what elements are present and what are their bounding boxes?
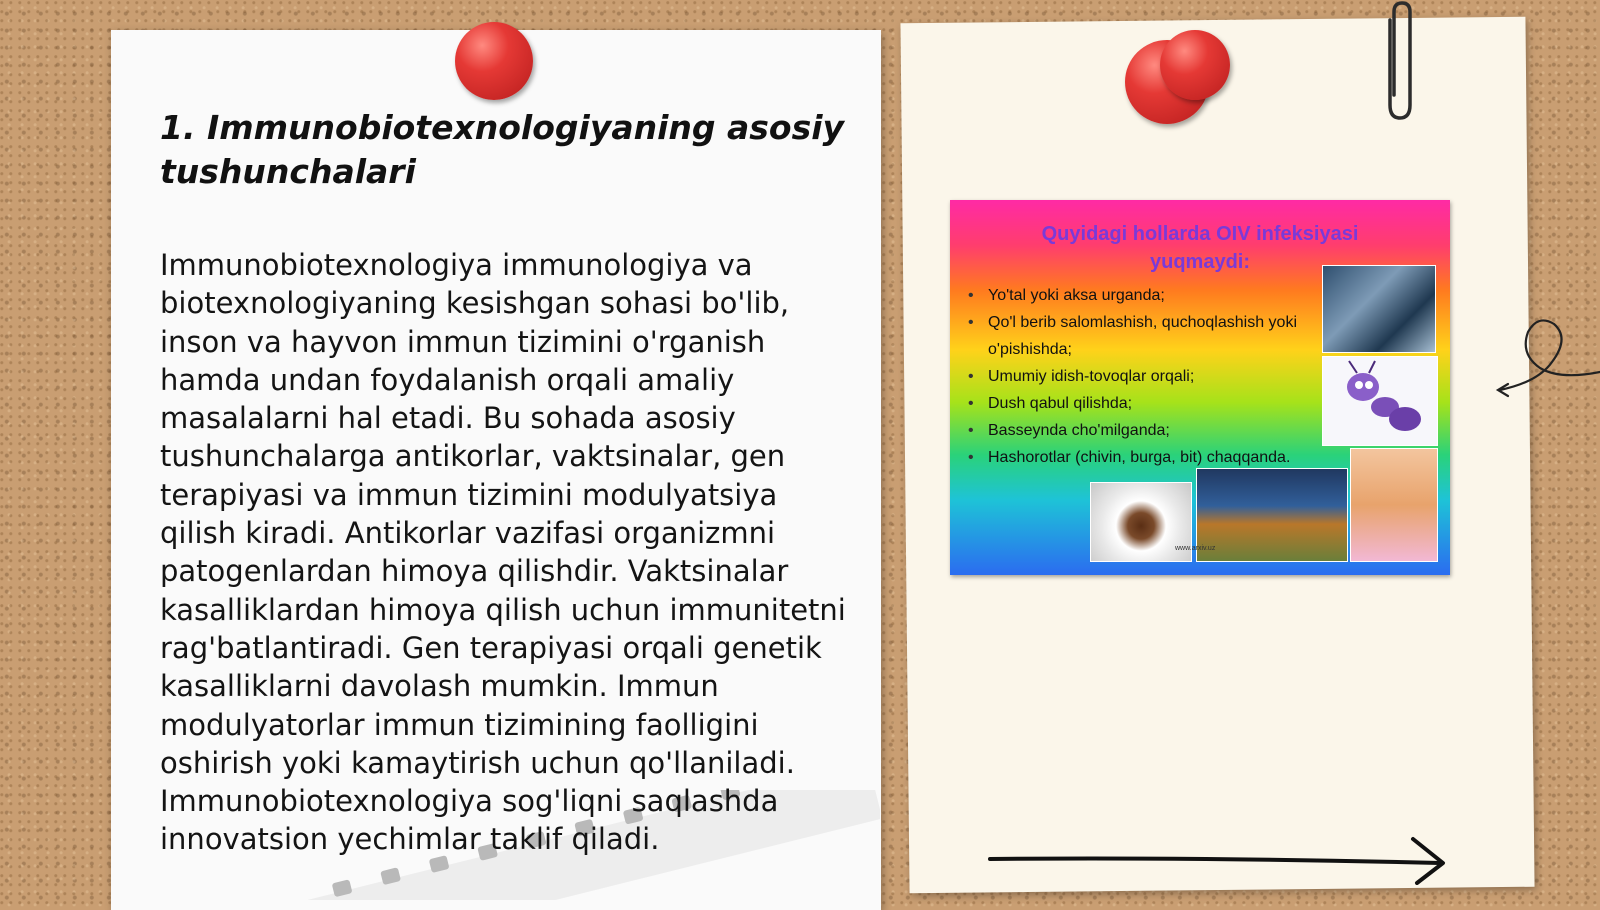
ant-icon <box>1323 357 1437 445</box>
pushpin-icon <box>455 22 533 100</box>
image-card-title: Quyidagi hollarda OIV infeksiyasi yuqmaydi: <box>1041 223 1359 273</box>
lions-swimming-image <box>1196 468 1348 562</box>
hiv-info-image <box>950 200 1450 575</box>
curly-arrow-icon <box>1480 310 1600 410</box>
girls-cartoon-image <box>1350 448 1438 562</box>
list-item: • Yo'tal yoki aksa urganda; <box>962 282 1322 309</box>
list-item: • Basseynda cho'milganda; <box>962 417 1322 444</box>
pushpin-icon <box>1160 30 1230 100</box>
list-item: • Umumiy idish-tovoqlar orqali; <box>962 363 1322 390</box>
slide-body-text: Immunobiotexnologiya immunologiya va biotexnologiyaning kesishgan sohasi bo'lib, inson va hayvon immun tizimini o'rganish hamda undan foydalanish orqali amaliy masalalarni hal etadi. Bu sohada asosiy tushunchalarga antikorlar, vaktsinalar, gen terapiyasi va immun tizimini modulyatsiya qilish kiradi. Antikorlar vazifasi organizmni patogenlardan himoya qilishdir. Vaktsinalar kasalliklardan himoya qilish uchun immunitetni rag'batlantiradi. Gen terapiyasi orqali genetik kasalliklarni davolash mumkin. Immun modulyatorlar immun tizimining faolligini oshirish yoki kamaytirish uchun qo'llaniladi. Immunobiotexnologiya sog'liqni saqlashda innovatsion yechimlar taklif qiladi. <box>160 248 846 857</box>
ant-cartoon-image <box>1322 356 1438 446</box>
list-item: • Dush qabul qilishda; <box>962 390 1322 417</box>
image-card-list <box>962 282 1322 471</box>
list-item: • Qo'l berib salomlashish, quchoqlashish yoki o'pishishda; <box>962 309 1322 363</box>
arrow-right-icon <box>985 835 1455 885</box>
lock-photo <box>1322 265 1436 353</box>
paperclip-icon <box>1378 0 1422 125</box>
list-item: • Hashorotlar (chivin, burga, bit) chaqqanda. <box>962 444 1322 471</box>
image-watermark: www.arxiv.uz <box>1175 545 1216 552</box>
slide-title: 1. Immunobiotexnologiyaning asosiy tushunchalari <box>160 108 845 191</box>
